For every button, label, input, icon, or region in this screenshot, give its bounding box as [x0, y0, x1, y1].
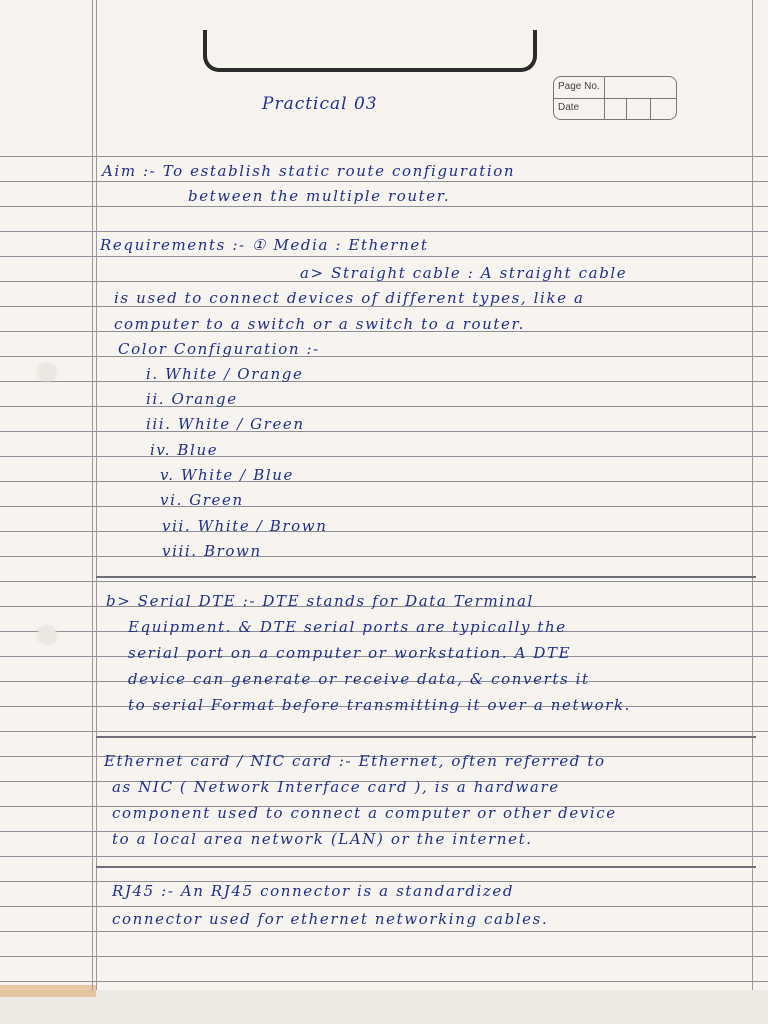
color-item: v. White / Blue	[160, 466, 294, 484]
date-label: Date	[558, 102, 580, 113]
color-item: iii. White / Green	[146, 415, 305, 433]
rj45-line-2: connector used for ethernet networking cables.	[112, 910, 549, 928]
serial-line-3: serial port on a computer or workstation. A DTE	[128, 644, 572, 662]
page-no-row	[554, 77, 676, 99]
nic-line-4: to a local area network (LAN) or the internet.	[112, 830, 533, 848]
requirements-line-1: Requirements :- ① Media : Ethernet	[100, 236, 429, 254]
page-no-label: Page No.	[558, 81, 600, 92]
right-margin-line	[752, 0, 753, 990]
serial-line-1: b> Serial DTE :- DTE stands for Data Terminal	[106, 592, 534, 610]
nic-line-3: component used to connect a computer or other device	[112, 804, 617, 822]
aim-line-1: Aim :- To establish static route configuration	[102, 162, 516, 180]
page-title: Practical 03	[262, 94, 378, 114]
section-separator	[96, 736, 756, 738]
color-item: vii. White / Brown	[162, 517, 328, 535]
aim-line-2: between the multiple router.	[188, 187, 451, 205]
left-margin-line-inner	[96, 0, 97, 990]
punch-hole	[38, 626, 56, 644]
rj45-line-1: RJ45 :- An RJ45 connector is a standardized	[112, 882, 515, 900]
color-item: viii. Brown	[162, 542, 262, 560]
punch-hole	[38, 363, 56, 381]
color-config-heading: Color Configuration :-	[118, 340, 320, 358]
nic-line-1: Ethernet card / NIC card :- Ethernet, often referred to	[104, 752, 606, 770]
left-margin-line	[92, 0, 93, 990]
serial-line-5: to serial Format before transmitting it over a network.	[128, 696, 631, 714]
color-item: iv. Blue	[150, 441, 219, 459]
color-item: i. White / Orange	[146, 365, 304, 383]
section-separator	[96, 576, 756, 578]
section-separator	[96, 866, 756, 868]
page-bottom-edge	[0, 990, 768, 1024]
serial-line-4: device can generate or receive data, & converts it	[128, 670, 590, 688]
corner-stain	[0, 985, 96, 997]
binder-clip	[203, 30, 537, 72]
color-item: vi. Green	[160, 491, 244, 509]
nic-line-2: as NIC ( Network Interface card ), is a hardware	[112, 778, 560, 796]
date-row	[554, 98, 676, 119]
requirements-line-4: computer to a switch or a switch to a router.	[114, 315, 525, 333]
color-item: ii. Orange	[146, 390, 238, 408]
serial-line-2: Equipment. & DTE serial ports are typically the	[128, 618, 567, 636]
requirements-line-3: is used to connect devices of different types, like a	[114, 289, 585, 307]
page-date-box	[553, 76, 677, 120]
requirements-line-2: a> Straight cable : A straight cable	[300, 264, 628, 282]
